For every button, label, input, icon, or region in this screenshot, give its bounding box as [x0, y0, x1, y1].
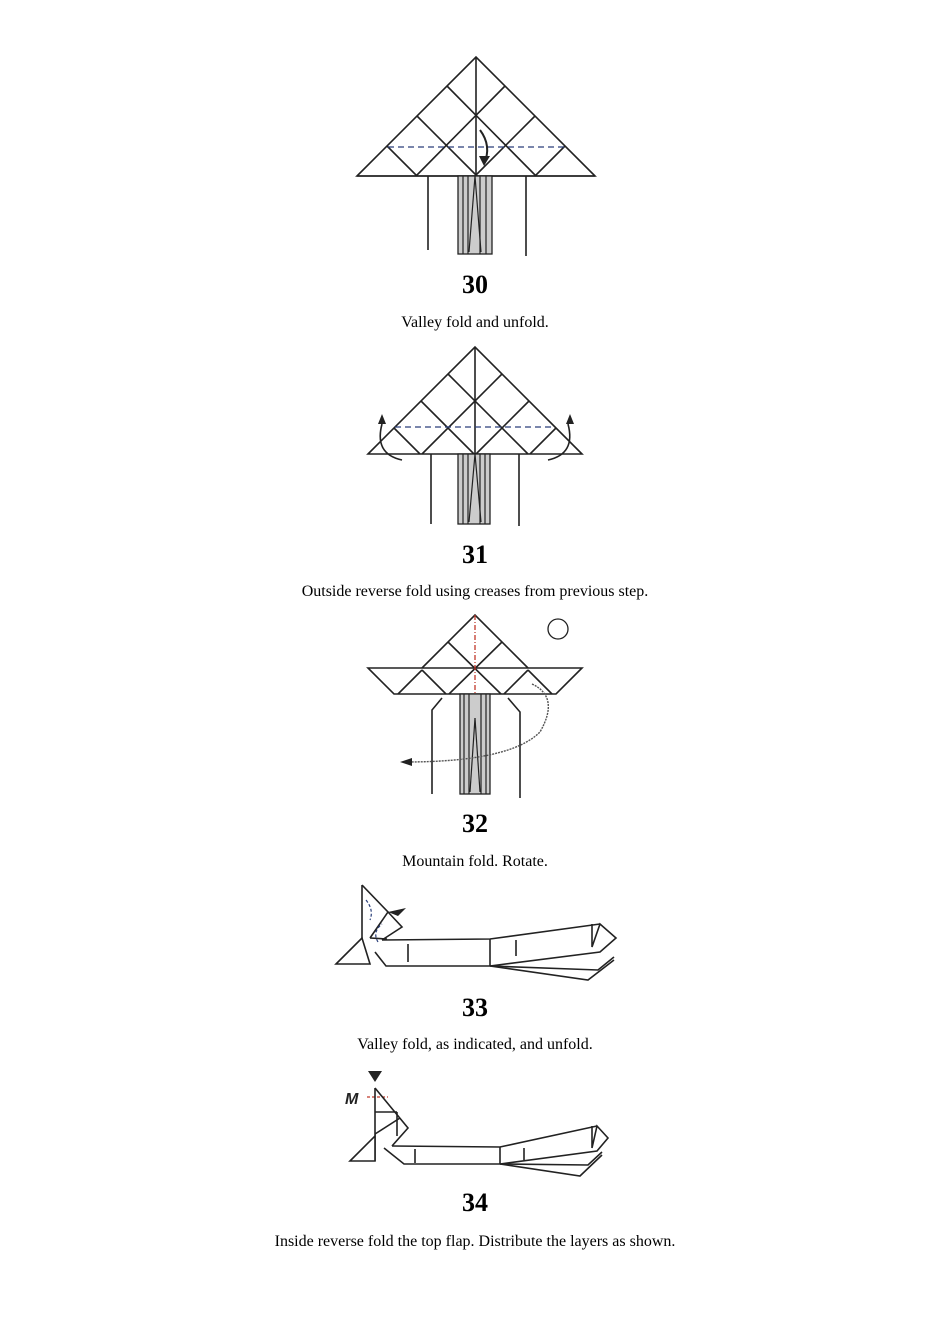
diagram-step-32: [360, 612, 590, 800]
step-caption: Mountain fold. Rotate.: [402, 853, 548, 870]
step-caption: Outside reverse fold using creases from previous step.: [301, 583, 649, 600]
step-caption: Valley fold and unfold.: [401, 314, 549, 331]
diagram-step-34: [340, 1066, 610, 1178]
step-number: 30: [462, 270, 488, 299]
push-arrow-icon: [368, 1071, 382, 1082]
step-caption: Valley fold, as indicated, and unfold.: [357, 1036, 593, 1053]
step-number: 34: [462, 1188, 488, 1217]
step-number: 33: [462, 993, 488, 1022]
mountain-fold-marker: M: [345, 1091, 359, 1108]
step-number: 32: [462, 809, 488, 838]
step-number: 31: [462, 540, 488, 569]
diagram-step-31: [360, 344, 590, 529]
diagram-step-33: [330, 882, 620, 982]
diagram-step-30: [350, 52, 600, 262]
step-caption: Inside reverse fold the top flap. Distribute the layers as shown.: [274, 1233, 676, 1250]
